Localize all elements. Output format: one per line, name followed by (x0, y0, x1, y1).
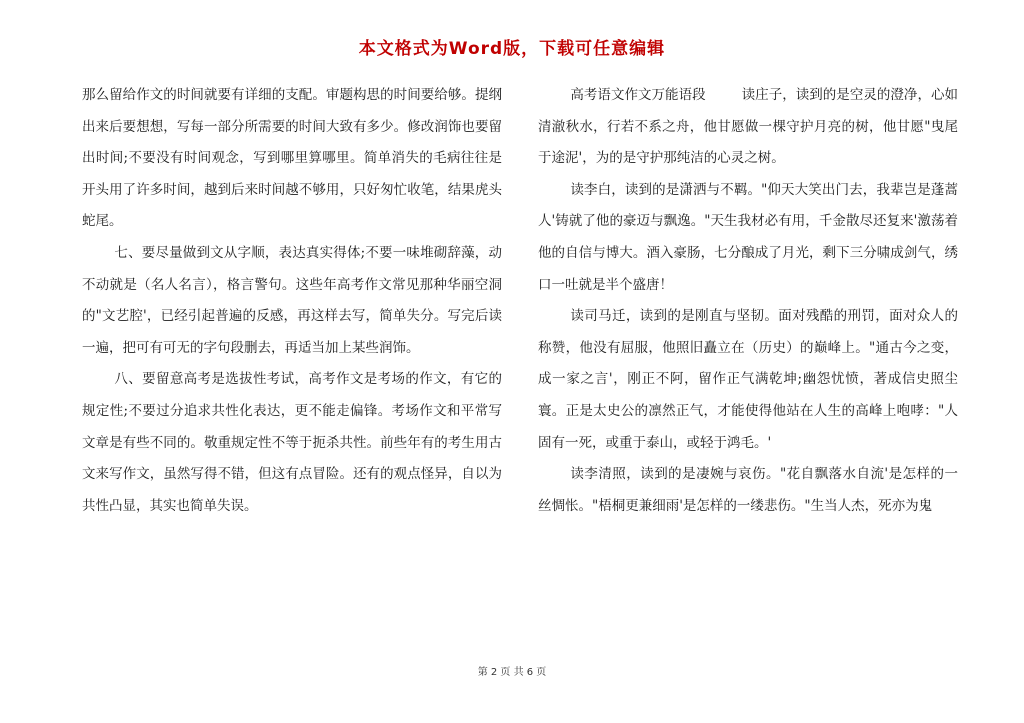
left-paragraph-3: 八、要留意高考是选拔性考试，高考作文是考场的作文，有它的规定性;不要过分追求共性化表达，更不能走偏锋。考场作文和平常写文章是有些不同的。敬重规定性不等于扼杀共性。前些年有的考生用古文来写作文，虽然写得不错，但这有点冒险。还有的观点怪异，自以为共性凸显，其实也简单失误。 (82, 371, 502, 514)
page-number-footer: 第 2 页 共 6 页 (477, 667, 547, 678)
right-paragraph-4: 读李清照，读到的是凄婉与哀伤。"花自飘落水自流'是怎样的一丝惆怅。"梧桐更兼细雨'是怎样的一缕悲伤。"生当人杰，死亦为鬼 (538, 466, 958, 514)
right-paragraph-1-text: 读庄子，读到的是空灵的澄净，心如清澈秋水，行若不系之舟，他甘愿做一棵守护月亮的树，他甘愿"曳尾于途泥'，为的是守护那纯洁的心灵之树。 (538, 87, 958, 167)
right-paragraph-2: 读李白，读到的是潇洒与不羁。"仰天大笑出门去，我辈岂是蓬蒿人'铸就了他的豪迈与飘逸。"天生我材必有用，千金散尽还复来'激荡着他的自信与博大。酒入豪肠，七分酿成了月光，剩下三分啸成剑气，绣口一吐就是半个盛唐！ (538, 181, 958, 293)
left-text-column (82, 80, 502, 522)
section-heading: 高考语文作文万能语段 (570, 87, 706, 103)
right-text-column (538, 80, 958, 522)
right-paragraph-1 (538, 80, 958, 175)
right-paragraph-3: 读司马迁，读到的是刚直与坚韧。面对残酷的刑罚，面对众人的称赞，他没有屈服，他照旧矗立在（历史）的巅峰上。"通古今之变，成一家之言'，刚正不阿，留作正气满乾坤;幽怨忧愤，著成信史照尘寰。正是太史公的凛然正气，才能使得他站在人生的高峰上咆哮："人固有一死，或重于泰山，或轻于鸿毛。' (538, 308, 958, 451)
left-paragraph-1: 那么留给作文的时间就要有详细的支配。审题构思的时间要给够。提纲出来后要想想，写每一部分所需要的时间大致有多少。修改润饰也要留出时间;不要没有时间观念，写到哪里算哪里。简单消失的毛病往往是开头用了许多时间，越到后来时间越不够用，只好匆忙收笔，结果虎头蛇尾。 (82, 87, 502, 230)
document-header-title: 本文格式为Word版，下载可任意编辑 (358, 39, 666, 59)
left-paragraph-2: 七、要尽量做到文从字顺，表达真实得体;不要一味堆砌辞藻，动不动就是（名人名言），格言警句。这些年高考作文常见那种华丽空洞的"文艺腔'，已经引起普遍的反感，再这样去写，简单失分。写完后读一遍，把可有可无的字句段删去，再适当加上某些润饰。 (82, 244, 502, 356)
